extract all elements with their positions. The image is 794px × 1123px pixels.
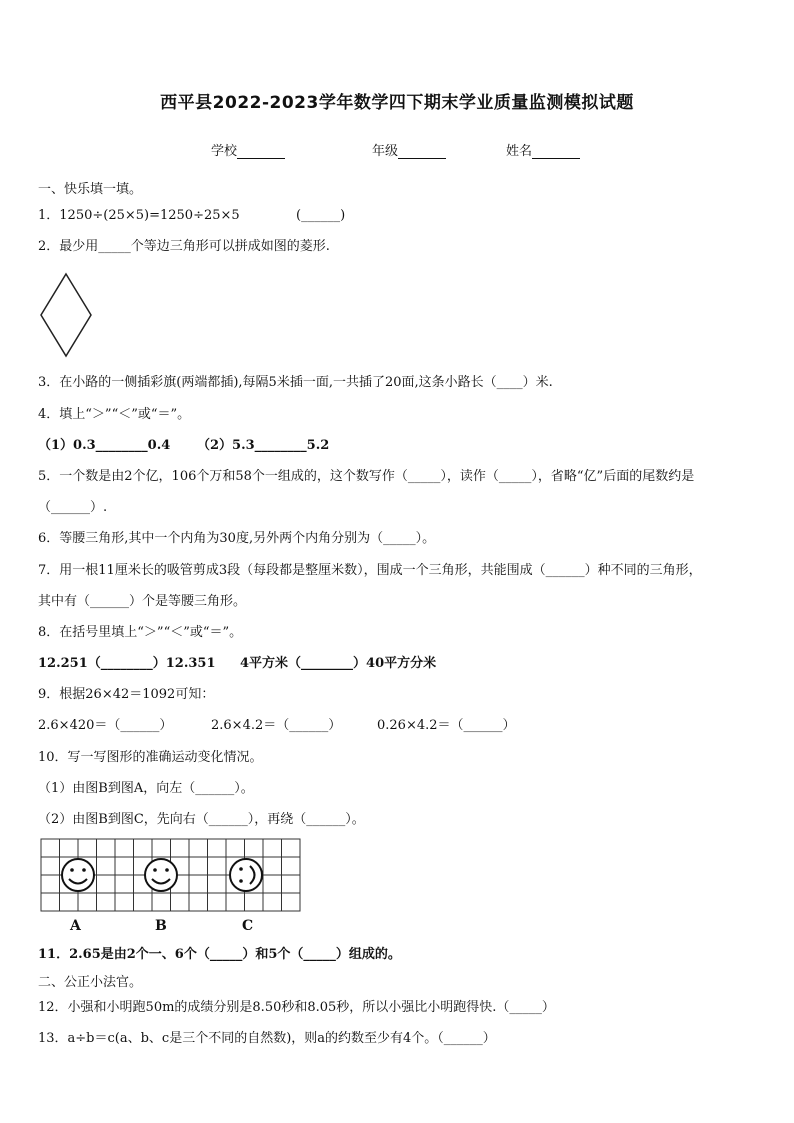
question-3: 3．在小路的一侧插彩旗(两端都插),每隔5米插一面,一共插了20面,这条小路长（____）米. (38, 375, 553, 390)
figure-label-c: C (242, 918, 254, 934)
question-9: 9．根据26×42＝1092可知： (38, 687, 215, 702)
question-9-part-2: 2.6×4.2＝（______） (211, 718, 342, 733)
question-10-part-1: （1）由图B到图A，向左（______）。 (38, 781, 254, 796)
section-two-heading: 二、公正小法官。 (38, 975, 143, 990)
question-1: 1．1250÷(25×5)=1250÷25×5 (38, 208, 240, 223)
school-field: 学校 (211, 140, 285, 159)
question-9-part-1: 2.6×420＝（______） (38, 718, 173, 733)
question-1-blank: (______) (296, 208, 346, 223)
page-title: 西平县2022-2023学年数学四下期末学业质量监测模拟试题 (160, 93, 634, 113)
question-13: 13．a÷b＝c(a、b、c是三个不同的自然数)，则a的约数至少有4个。（______） (38, 1031, 496, 1046)
question-10: 10．写一写图形的准确运动变化情况。 (38, 750, 263, 765)
name-blank[interactable] (532, 144, 580, 159)
question-2: 2．最少用_____个等边三角形可以拼成如图的菱形. (38, 239, 330, 254)
question-5-line-2: （______）. (38, 500, 108, 515)
question-5-line-1: 5．一个数是由2个亿，106个万和58个一组成的，这个数写作（_____），读作（_____），省略“亿”后面的尾数约是 (38, 469, 695, 484)
name-field: 姓名 (506, 140, 580, 159)
transformation-grid-figure (40, 838, 302, 912)
smiley-b-icon (145, 859, 177, 891)
question-4: 4．填上“＞”“＜”或“＝”。 (38, 407, 191, 422)
smiley-c-rotated-icon (230, 859, 262, 891)
question-9-part-3: 0.26×4.2＝（______） (377, 718, 516, 733)
question-6: 6．等腰三角形,其中一个内角为30度,另外两个内角分别为（_____）。 (38, 531, 436, 546)
question-4-part-1: （1）0.3________0.4 (38, 438, 171, 453)
student-info-row (0, 140, 794, 160)
question-8-part-1: 12.251（________）12.351 (38, 656, 216, 671)
question-8-part-2: 4平方米（________）40平方分米 (240, 656, 437, 671)
question-12: 12．小强和小明跑50m的成绩分别是8.50秒和8.05秒，所以小强比小明跑得快.（_____） (38, 1000, 555, 1015)
rhombus-figure (38, 272, 94, 358)
grade-blank[interactable] (398, 144, 446, 159)
smiley-a-icon (62, 859, 94, 891)
school-blank[interactable] (237, 144, 285, 159)
question-4-part-2: （2）5.3________5.2 (197, 438, 330, 453)
section-one-heading: 一、快乐填一填。 (38, 182, 143, 197)
question-7-line-2: 其中有（______）个是等腰三角形。 (38, 594, 247, 609)
question-8: 8．在括号里填上“＞”“＜”或“＝”。 (38, 625, 243, 640)
grade-field: 年级 (372, 140, 446, 159)
question-7-line-1: 7．用一根11厘米长的吸管剪成3段（每段都是整厘米数），围成一个三角形，共能围成（______）种不同的三角形， (38, 563, 702, 578)
question-11: 11．2.65是由2个一、6个（_____）和5个（_____）组成的。 (38, 947, 401, 962)
question-10-part-2: （2）由图B到图C，先向右（______），再绕（______）。 (38, 812, 365, 827)
figure-label-a: A (70, 918, 81, 934)
figure-label-b: B (155, 918, 167, 934)
